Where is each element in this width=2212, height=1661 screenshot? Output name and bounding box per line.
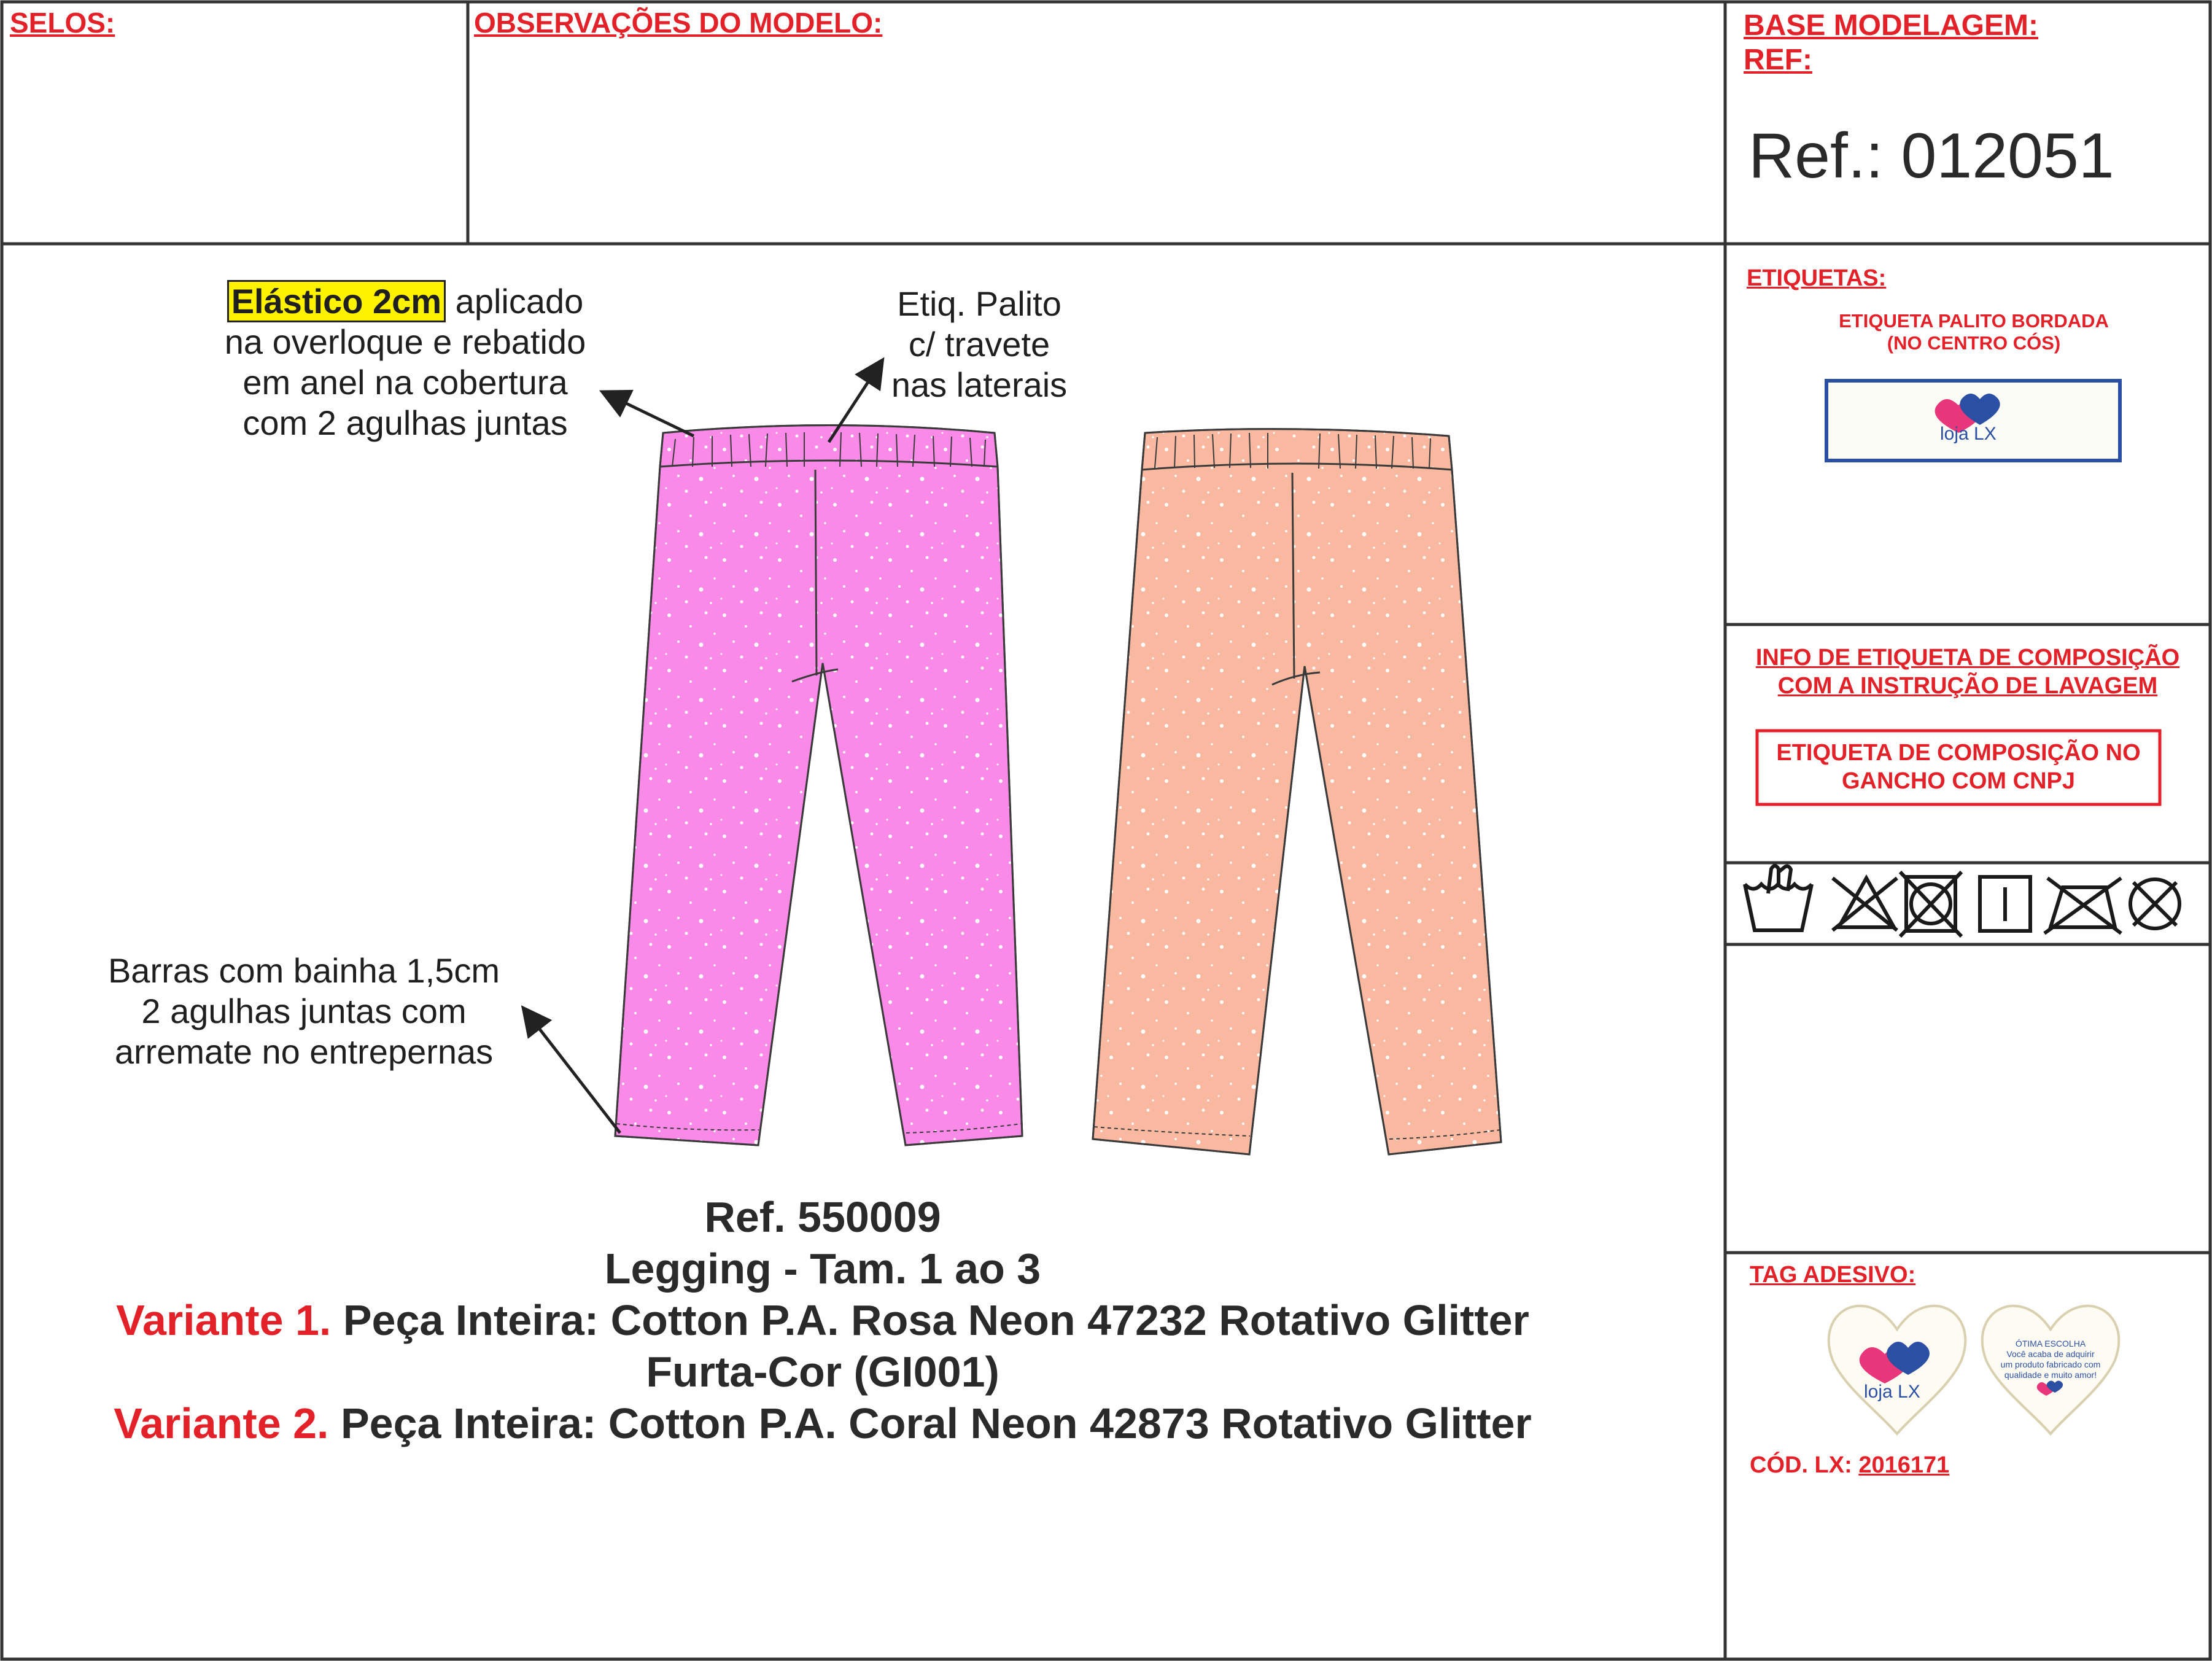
no-iron-icon <box>2044 878 2121 933</box>
variant-1-text: Peça Inteira: Cotton P.A. Rosa Neon 47232 Rotativo Glitter <box>331 1296 1529 1344</box>
cod-lx-label: CÓD. LX: <box>1750 1452 1859 1478</box>
tag-back-line-1: ÓTIMA ESCOLHA <box>2015 1339 2086 1348</box>
etiqueta-palito-line-1: ETIQUETA PALITO BORDADA <box>1839 310 2109 332</box>
barras-line-3: arremate no entrepernas <box>114 1032 494 1071</box>
legging-coral-drawing <box>1093 429 1501 1154</box>
etiquetas-label: ETIQUETAS: <box>1747 265 1887 291</box>
observacoes-label: OBSERVAÇÕES DO MODELO: <box>474 7 883 39</box>
variant-2-label: Variante 2. <box>114 1399 329 1447</box>
selos-label: SELOS: <box>10 7 115 39</box>
ref-label: REF: <box>1744 44 1812 76</box>
base-modelagem-label: BASE MODELAGEM: <box>1744 9 2038 42</box>
etiq-line-2: c/ travete <box>908 325 1050 364</box>
variant-2-text: Peça Inteira: Cotton P.A. Coral Neon 42873 Rotativo Glitter <box>328 1399 1532 1447</box>
variant-1-line <box>0 1294 1645 1346</box>
no-bleach-icon <box>1833 878 1897 930</box>
no-dry-clean-icon <box>2130 879 2179 928</box>
barras-line-2: 2 agulhas juntas com <box>141 992 467 1030</box>
logo-text-2: loja LX <box>1864 1382 1920 1402</box>
product-ref: Ref. 550009 <box>704 1193 941 1241</box>
no-tumble-dry-icon <box>1900 872 1962 936</box>
tag-back-line-3: um produto fabricado com <box>2000 1360 2101 1369</box>
composicao-box-text <box>1757 739 2160 795</box>
etiq-line-3: nas laterais <box>891 365 1068 404</box>
etiq-annotation <box>860 284 1099 405</box>
base-ref-value: Ref.: 012051 <box>1748 120 2114 192</box>
tag-back-text <box>1995 1339 2106 1380</box>
logo-text-1: loja LX <box>1940 424 1997 444</box>
line-dry-icon <box>1980 877 2030 931</box>
cod-lx-value: 2016171 <box>1858 1452 1950 1478</box>
elastic-annotation <box>209 281 602 443</box>
info-etiqueta-label <box>1731 644 2204 700</box>
etiqueta-palito-text <box>1768 310 2179 354</box>
composicao-line-2: GANCHO COM CNPJ <box>1841 768 2076 794</box>
variant-1-text-cont: Furta-Cor (GI001) <box>646 1348 999 1396</box>
etiq-line-1: Etiq. Palito <box>897 284 1061 323</box>
cod-lx <box>1750 1452 1949 1479</box>
composicao-line-1: ETIQUETA DE COMPOSIÇÃO NO <box>1776 740 2141 766</box>
tag-back-line-4: qualidade e muito amor! <box>2004 1370 2097 1380</box>
tag-back-line-2: Você acaba de adquirir <box>2006 1349 2095 1359</box>
info-line-1: INFO DE ETIQUETA DE COMPOSIÇÃO <box>1755 645 2180 671</box>
info-line-2: COM A INSTRUÇÃO DE LAVAGEM <box>1777 673 2158 699</box>
barras-annotation <box>80 951 528 1072</box>
etiqueta-palito-line-2: (NO CENTRO CÓS) <box>1887 332 2061 354</box>
legging-pink-drawing <box>615 426 1022 1146</box>
arrow-barras <box>525 1010 620 1133</box>
arrow-elastic <box>605 393 694 436</box>
hand-wash-icon <box>1745 866 1812 930</box>
elastic-line-4: com 2 agulhas juntas <box>243 403 568 442</box>
variant-1-label: Variante 1. <box>116 1296 332 1344</box>
elastic-highlight: Elástico 2cm <box>227 280 446 322</box>
elastic-line-2: na overloque e rebatido <box>224 322 586 361</box>
barras-line-1: Barras com bainha 1,5cm <box>107 951 500 990</box>
elastic-line-1-rest: aplicado <box>446 282 584 321</box>
product-name: Legging - Tam. 1 ao 3 <box>604 1245 1041 1293</box>
elastic-line-3: em anel na cobertura <box>243 363 568 402</box>
tag-adesivo-label: TAG ADESIVO: <box>1750 1262 1916 1288</box>
variant-2-line <box>0 1398 1645 1449</box>
